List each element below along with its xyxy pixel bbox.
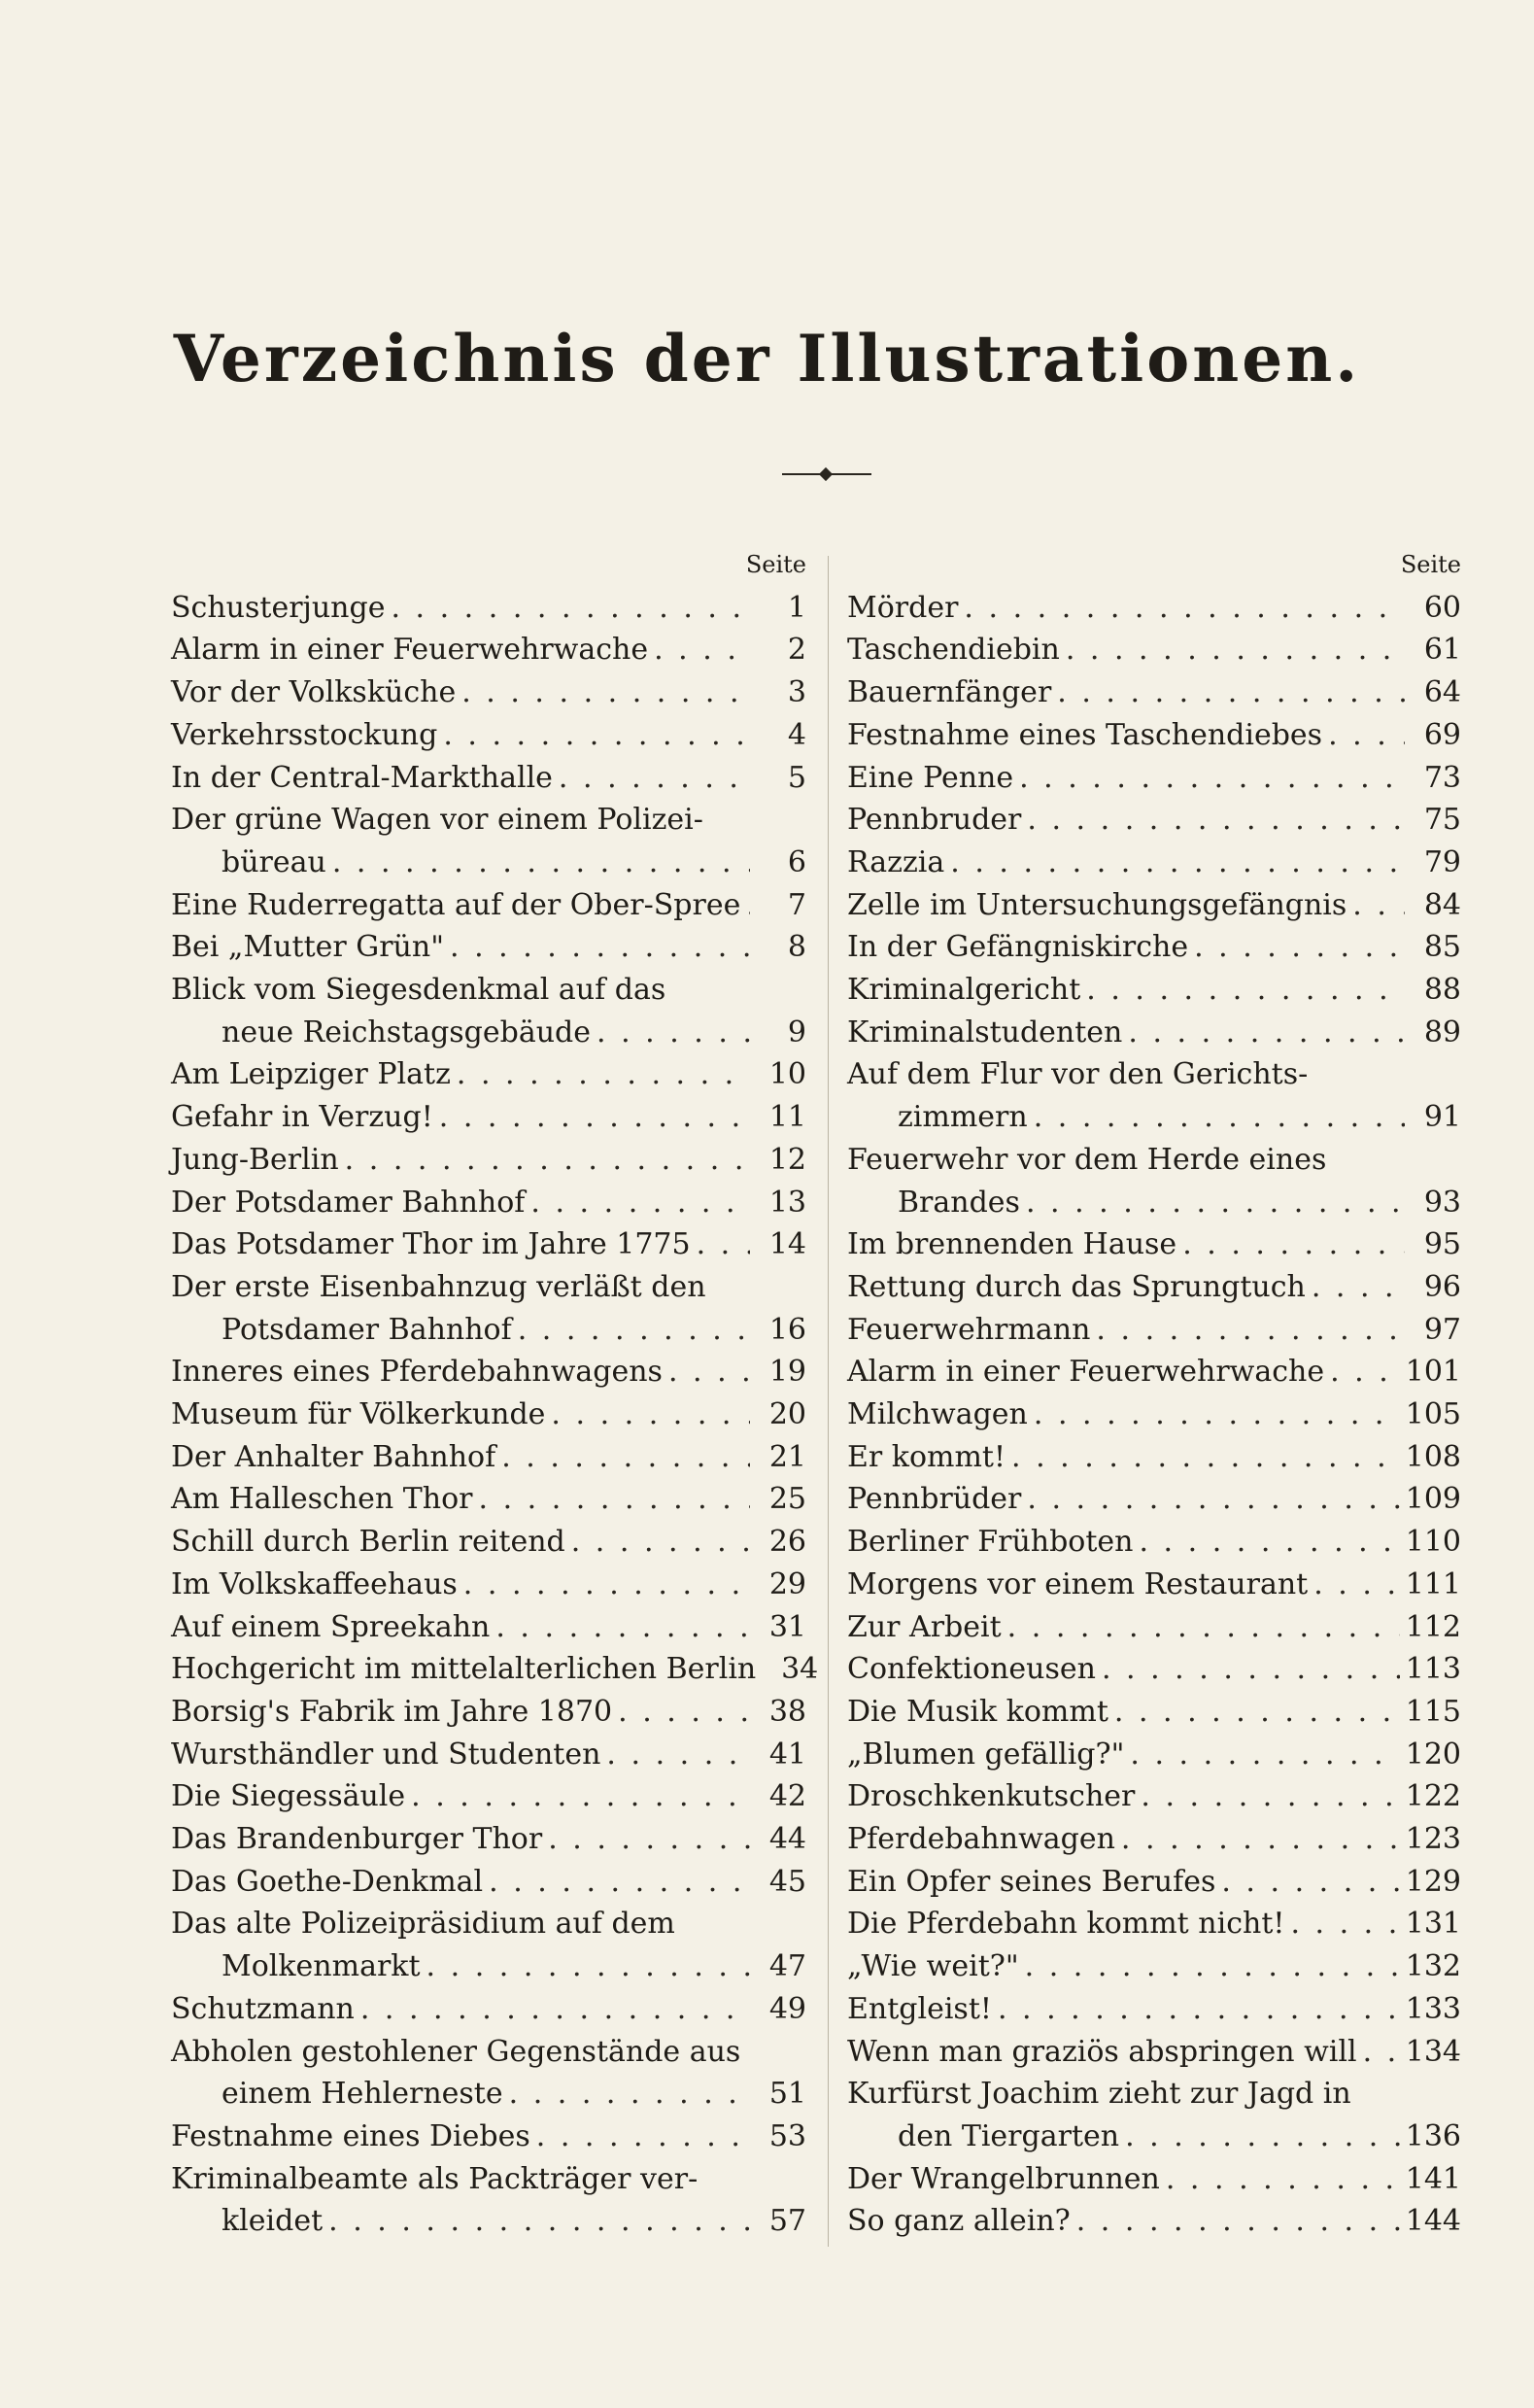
entry-page-number: 133: [1405, 1991, 1461, 2026]
entry-page-number: 97: [1423, 1312, 1461, 1347]
entry-title: Alarm in einer Feuerwehrwache: [847, 1355, 1325, 1390]
entry-title: Festnahme eines Diebes: [171, 2119, 530, 2153]
dot-leader: [1194, 926, 1405, 969]
entry-title: Schill durch Berlin reitend: [171, 1525, 565, 1560]
entry-page-number: 122: [1405, 1779, 1461, 1814]
entry-title: Schutzmann: [171, 1991, 355, 2026]
toc-entry: [171, 2116, 806, 2158]
toc-entry: [847, 1775, 1461, 1818]
dot-leader: [489, 1861, 750, 1904]
toc-entry: [171, 1775, 806, 1818]
entry-page-number: 7: [787, 887, 806, 922]
dot-leader: [746, 884, 750, 927]
entry-title: Taschendiebin: [847, 633, 1060, 668]
entry-title: Im brennenden Hause: [847, 1227, 1177, 1262]
entry-page-number: 9: [787, 1015, 806, 1049]
entry-page-number: 6: [787, 844, 806, 879]
entry-title: Zur Arbeit: [847, 1609, 1002, 1644]
entry-page-number: 129: [1405, 1864, 1461, 1899]
toc-entry: [847, 799, 1461, 842]
toc-entry: [847, 1012, 1461, 1054]
toc-entry: [847, 926, 1461, 969]
entry-title: Die Siegessäule: [171, 1779, 406, 1814]
entry-page-number: 131: [1405, 1907, 1461, 1942]
toc-entry: [171, 1988, 806, 2031]
dot-leader: [1221, 1861, 1399, 1904]
entry-title: Das Brandenburger Thor: [171, 1822, 543, 1857]
toc-entry: [171, 2158, 806, 2243]
entry-page-number: 29: [768, 1566, 806, 1601]
entry-page-number: 42: [768, 1779, 806, 1814]
toc-entry: [171, 1521, 806, 1564]
toc-entry: [847, 1818, 1461, 1861]
dot-leader: [1034, 1096, 1405, 1139]
toc-entry: [847, 1903, 1461, 1945]
toc-entry: [171, 1182, 806, 1224]
dot-leader: [1139, 1521, 1399, 1564]
entry-title: Schusterjunge: [171, 590, 386, 625]
entry-title: In der Central-Markthalle: [171, 760, 553, 795]
entry-title: Pferdebahnwagen: [847, 1822, 1115, 1857]
entry-page-number: 2: [787, 633, 806, 668]
toc-entry: [847, 1436, 1461, 1479]
entry-page-number: 88: [1423, 973, 1461, 1008]
entry-title: Potsdamer Bahnhof: [222, 1312, 512, 1347]
entry-title: Wenn man graziös abspringen will: [847, 2034, 1357, 2069]
entry-page-number: 20: [768, 1397, 806, 1432]
dot-leader: [1102, 1648, 1400, 1691]
toc-entry: [847, 1734, 1461, 1776]
dot-leader: [964, 587, 1405, 630]
toc-entry: [171, 1606, 806, 1649]
dot-leader: [1019, 757, 1405, 800]
toc-entry: [171, 799, 806, 883]
dot-leader: [998, 1988, 1400, 2031]
toc-entry: [171, 1861, 806, 1904]
dot-leader: [1114, 1691, 1400, 1734]
entry-title: Verkehrsstockung: [171, 717, 438, 752]
entry-page-number: 26: [768, 1525, 806, 1560]
entry-title: Gefahr in Verzug!: [171, 1100, 433, 1135]
toc-entry: [171, 2031, 806, 2116]
dot-leader: [1166, 2158, 1400, 2201]
entry-page-number: 105: [1405, 1397, 1461, 1432]
entry-page-number: 16: [768, 1312, 806, 1347]
toc-entry: [847, 1606, 1461, 1649]
dot-leader: [1007, 1606, 1400, 1649]
toc-entry: [847, 757, 1461, 800]
dot-leader: [328, 2200, 750, 2243]
toc-entry: [171, 714, 806, 757]
entry-page-number: 8: [787, 930, 806, 965]
entry-title: Die Musik kommt: [847, 1694, 1108, 1729]
entry-page-number: 57: [768, 2204, 806, 2239]
entry-page-number: 112: [1405, 1609, 1461, 1644]
entry-page-number: 60: [1423, 590, 1461, 625]
entry-page-number: 51: [768, 2077, 806, 2112]
toc-entry: [847, 1648, 1461, 1691]
dot-leader: [1352, 884, 1405, 927]
toc-entry: [847, 714, 1461, 757]
dot-leader: [548, 1818, 750, 1861]
toc-entry: [171, 969, 806, 1053]
toc-entry: [847, 1564, 1461, 1606]
dot-leader: [518, 1309, 750, 1352]
entry-title: Im Volkskaffeehaus: [171, 1566, 458, 1601]
toc-entry: [847, 1478, 1461, 1521]
toc-entry: [171, 671, 806, 714]
entry-title: Rettung durch das Sprungtuch: [847, 1269, 1306, 1304]
toc-entry: [171, 1223, 806, 1266]
entry-page-number: 75: [1423, 803, 1461, 838]
toc-entry: [171, 1053, 806, 1096]
toc-entry: [171, 1096, 806, 1139]
entry-page-number: 85: [1423, 930, 1461, 965]
entry-page-number: 136: [1405, 2119, 1461, 2153]
entry-page-number: 34: [781, 1652, 819, 1687]
dot-leader: [443, 714, 750, 757]
toc-entry: [171, 1734, 806, 1776]
dot-leader: [1182, 1223, 1405, 1266]
dot-leader: [571, 1521, 750, 1564]
toc-entry: [847, 2073, 1461, 2157]
toc-entry: [847, 1691, 1461, 1734]
dot-leader: [439, 1096, 750, 1139]
dot-leader: [1313, 1564, 1400, 1606]
entry-title: Alarm in einer Feuerwehrwache: [171, 633, 649, 668]
entry-title: Wursthändler und Studenten: [171, 1737, 601, 1772]
entry-title: Jung-Berlin: [171, 1142, 339, 1177]
toc-entry: [847, 1053, 1461, 1138]
toc-entry: [847, 1521, 1461, 1564]
toc-entry: [171, 1478, 806, 1521]
entry-title: So ganz allein?: [847, 2204, 1071, 2239]
dot-leader: [345, 1139, 750, 1182]
dot-leader: [1027, 1478, 1399, 1521]
entry-title: Pennbrüder: [847, 1482, 1022, 1517]
entry-title: Morgens vor einem Restaurant: [847, 1566, 1309, 1601]
column-divider: [828, 556, 829, 2247]
entry-title: Pennbruder: [847, 803, 1022, 838]
toc-entry: [171, 926, 806, 969]
entry-page-number: 108: [1405, 1439, 1461, 1474]
entry-title: neue Reichstagsgebäude: [222, 1015, 592, 1049]
toc-entry: [847, 1393, 1461, 1436]
page-column-label: Seite: [745, 551, 806, 578]
dot-leader: [1330, 1351, 1400, 1393]
dot-leader: [360, 1988, 750, 2031]
entry-page-number: 11: [768, 1100, 806, 1135]
toc-entry: [847, 1988, 1461, 2031]
toc-entry: [847, 2158, 1461, 2201]
toc-entry: [171, 1436, 806, 1479]
dot-leader: [1328, 714, 1405, 757]
dot-leader: [1290, 1903, 1399, 1945]
dot-leader: [950, 842, 1405, 884]
entry-page-number: 10: [768, 1057, 806, 1092]
toc-entry: [171, 1351, 806, 1393]
entry-page-number: 44: [768, 1822, 806, 1857]
page-column-label: Seite: [1400, 551, 1461, 578]
toc-entry: [847, 2200, 1461, 2243]
right-column: [847, 544, 1461, 2243]
dot-leader: [697, 1223, 750, 1266]
entry-title: „Blumen gefällig?": [847, 1737, 1125, 1772]
entry-title: In der Gefängniskirche: [847, 930, 1189, 965]
entry-page-number: 41: [768, 1737, 806, 1772]
entry-title: Hochgericht im mittelalterlichen Berlin: [171, 1652, 757, 1687]
dot-leader: [411, 1775, 750, 1818]
dot-leader: [461, 671, 750, 714]
entry-title: „Wie weit?": [847, 1949, 1019, 1984]
toc-entry: [847, 2031, 1461, 2074]
entry-title: Das Goethe-Denkmal: [171, 1864, 484, 1899]
dot-leader: [1096, 1309, 1405, 1352]
dot-leader: [536, 2116, 750, 2158]
entry-page-number: 113: [1405, 1652, 1461, 1687]
entry-title: Razzia: [847, 844, 945, 879]
entry-title: Vor der Volksküche: [171, 675, 457, 710]
entry-page-number: 53: [768, 2119, 806, 2153]
entry-page-number: 12: [768, 1142, 806, 1177]
dot-leader: [457, 1053, 750, 1096]
dot-leader: [1027, 799, 1405, 842]
entry-title: Museum für Völkerkunde: [171, 1397, 546, 1432]
toc-entry: [847, 1351, 1461, 1393]
entry-title: Kriminalgericht: [847, 973, 1081, 1008]
entry-title-line: Das alte Polizeipräsidium auf dem: [171, 1907, 675, 1942]
dot-leader: [1130, 1734, 1399, 1776]
entry-page-number: 111: [1405, 1566, 1461, 1601]
entry-page-number: 1: [787, 590, 806, 625]
dot-leader: [450, 926, 750, 969]
entry-title-line: Der erste Eisenbahnzug verläßt den: [171, 1269, 706, 1304]
dot-leader: [606, 1734, 750, 1776]
toc-entry: [171, 1818, 806, 1861]
entry-title: Mörder: [847, 590, 959, 625]
entry-title: den Tiergarten: [898, 2119, 1120, 2153]
entry-title-line: Blick vom Siegesdenkmal auf das: [171, 973, 666, 1008]
toc-entry: [847, 587, 1461, 630]
entry-title: Zelle im Untersuchungsgefängnis: [847, 887, 1347, 922]
toc-entry: [847, 842, 1461, 884]
toc-entry: [171, 1903, 806, 1987]
entry-title: Milchwagen: [847, 1397, 1028, 1432]
dot-leader: [551, 1393, 750, 1436]
entry-page-number: 93: [1423, 1185, 1461, 1220]
entry-page-number: 49: [768, 1991, 806, 2026]
entry-title: Das Potsdamer Thor im Jahre 1775: [171, 1227, 691, 1262]
entry-page-number: 73: [1423, 760, 1461, 795]
toc-entry: [171, 587, 806, 630]
entry-page-number: 5: [787, 760, 806, 795]
entry-title: Confektioneusen: [847, 1652, 1096, 1687]
toc-entry: [847, 1139, 1461, 1223]
toc-entry: [847, 1223, 1461, 1266]
toc-entry: [171, 757, 806, 800]
entry-title-line: Kriminalbeamte als Packträger ver-: [171, 2161, 699, 2196]
entry-page-number: 144: [1405, 2204, 1461, 2239]
toc-entry: [171, 1564, 806, 1606]
dot-leader: [509, 2073, 750, 2116]
dot-leader: [501, 1436, 750, 1479]
entry-title-line: Auf dem Flur vor den Gerichts-: [847, 1057, 1309, 1092]
dot-leader: [530, 1182, 750, 1224]
dot-leader: [332, 842, 750, 884]
entry-title: Inneres eines Pferdebahnwagens: [171, 1355, 663, 1390]
entry-page-number: 4: [787, 717, 806, 752]
entry-title: Er kommt!: [847, 1439, 1006, 1474]
toc-entry: [171, 1393, 806, 1436]
entry-page-number: 101: [1405, 1355, 1461, 1390]
dot-leader: [618, 1691, 750, 1734]
entry-page-number: 123: [1405, 1822, 1461, 1857]
toc-entry: [847, 884, 1461, 927]
toc-entry: [847, 1266, 1461, 1309]
entry-page-number: 91: [1423, 1100, 1461, 1135]
entry-page-number: 64: [1423, 675, 1461, 710]
dot-leader: [391, 587, 750, 630]
entry-page-number: 95: [1423, 1227, 1461, 1262]
dot-leader: [1086, 969, 1405, 1012]
entry-title: Bei „Mutter Grün": [171, 930, 445, 965]
entry-title: Der Potsdamer Bahnhof: [171, 1185, 526, 1220]
entry-page-number: 25: [768, 1482, 806, 1517]
entry-page-number: 61: [1423, 633, 1461, 668]
entry-page-number: 14: [768, 1227, 806, 1262]
dot-leader: [426, 1945, 750, 1988]
dot-leader: [1363, 2031, 1400, 2074]
entry-title-line: Abholen gestohlener Gegenstände aus: [171, 2034, 741, 2069]
entry-page-number: 69: [1423, 717, 1461, 752]
entry-title: Festnahme eines Taschendiebes: [847, 717, 1323, 752]
toc-entry: [171, 884, 806, 927]
entry-title: zimmern: [898, 1100, 1028, 1135]
entry-title: Borsig's Fabrik im Jahre 1870: [171, 1694, 613, 1729]
dot-leader: [1011, 1436, 1400, 1479]
toc-entry: [847, 629, 1461, 671]
dot-leader: [1066, 629, 1405, 671]
entry-title: Brandes: [898, 1185, 1020, 1220]
page-title: Verzeichnis der Illustrationen.: [173, 321, 1361, 396]
entry-title: Eine Penne: [847, 760, 1014, 795]
toc-entry: [171, 629, 806, 671]
dot-leader: [1121, 1818, 1400, 1861]
entry-page-number: 141: [1405, 2161, 1461, 2196]
entry-page-number: 132: [1405, 1949, 1461, 1984]
dot-leader: [1128, 1012, 1405, 1054]
right-entry-list: [847, 587, 1461, 2243]
entry-page-number: 79: [1423, 844, 1461, 879]
dot-leader: [495, 1606, 750, 1649]
entry-title: Kriminalstudenten: [847, 1015, 1123, 1049]
dot-leader: [1025, 1945, 1400, 1988]
toc-entry: [171, 1266, 806, 1351]
toc-entry: [847, 1945, 1461, 1988]
dot-leader: [1312, 1266, 1405, 1309]
toc-entry: [171, 1139, 806, 1182]
entry-page-number: 96: [1423, 1269, 1461, 1304]
entry-title-line: Kurfürst Joachim zieht zur Jagd in: [847, 2077, 1351, 2112]
entry-title: Molkenmarkt: [222, 1949, 421, 1984]
dot-leader: [654, 629, 750, 671]
entry-page-number: 134: [1405, 2034, 1461, 2069]
entry-title: Bauernfänger: [847, 675, 1052, 710]
entry-title: kleidet: [222, 2204, 324, 2239]
entry-page-number: 19: [768, 1355, 806, 1390]
entry-title: Die Pferdebahn kommt nicht!: [847, 1907, 1285, 1942]
entry-title: Auf einem Spreekahn: [171, 1609, 491, 1644]
entry-page-number: 115: [1405, 1694, 1461, 1729]
entry-title: Berliner Frühboten: [847, 1525, 1134, 1560]
toc-entry: [171, 1691, 806, 1734]
toc-entry: [847, 671, 1461, 714]
entry-page-number: 38: [768, 1694, 806, 1729]
dot-leader: [479, 1478, 750, 1521]
entry-title: Der Wrangelbrunnen: [847, 2161, 1160, 2196]
entry-title: Entgleist!: [847, 1991, 992, 2026]
entry-page-number: 110: [1405, 1525, 1461, 1560]
title-ornament: [782, 464, 871, 484]
dot-leader: [1076, 2200, 1400, 2243]
entry-page-number: 21: [768, 1439, 806, 1474]
entry-page-number: 13: [768, 1185, 806, 1220]
dot-leader: [1125, 2116, 1400, 2158]
entry-title-line: Der grüne Wagen vor einem Polizei-: [171, 803, 703, 838]
dot-leader: [1034, 1393, 1400, 1436]
entry-title: Ein Opfer seines Berufes: [847, 1864, 1216, 1899]
entry-title-line: Feuerwehr vor dem Herde eines: [847, 1142, 1327, 1177]
toc-entry: [171, 1648, 819, 1691]
left-column: [171, 544, 819, 2243]
dot-leader: [1026, 1182, 1405, 1224]
left-entry-list: [171, 587, 819, 2243]
entry-page-number: 84: [1423, 887, 1461, 922]
toc-entry: [847, 1309, 1461, 1352]
entry-page-number: 120: [1405, 1737, 1461, 1772]
entry-page-number: 45: [768, 1864, 806, 1899]
dot-leader: [668, 1351, 750, 1393]
entry-page-number: 31: [768, 1609, 806, 1644]
entry-title: einem Hehlerneste: [222, 2077, 503, 2112]
dot-leader: [597, 1012, 750, 1054]
entry-title: Droschkenkutscher: [847, 1779, 1136, 1814]
dot-leader: [1141, 1775, 1399, 1818]
entry-title: Am Leipziger Platz: [171, 1057, 451, 1092]
entry-title: Am Halleschen Thor: [171, 1482, 473, 1517]
entry-page-number: 89: [1423, 1015, 1461, 1049]
entry-page-number: 3: [787, 675, 806, 710]
entry-title: Feuerwehrmann: [847, 1312, 1091, 1347]
entry-title: büreau: [222, 844, 326, 879]
toc-entry: [847, 969, 1461, 1012]
entry-page-number: 47: [768, 1949, 806, 1984]
toc-entry: [847, 1861, 1461, 1904]
dot-leader: [559, 757, 750, 800]
dot-leader: [463, 1564, 750, 1606]
entry-title: Der Anhalter Bahnhof: [171, 1439, 496, 1474]
entry-title: Eine Ruderregatta auf der Ober-Spree: [171, 887, 741, 922]
dot-leader: [1057, 671, 1405, 714]
entry-page-number: 109: [1405, 1482, 1461, 1517]
